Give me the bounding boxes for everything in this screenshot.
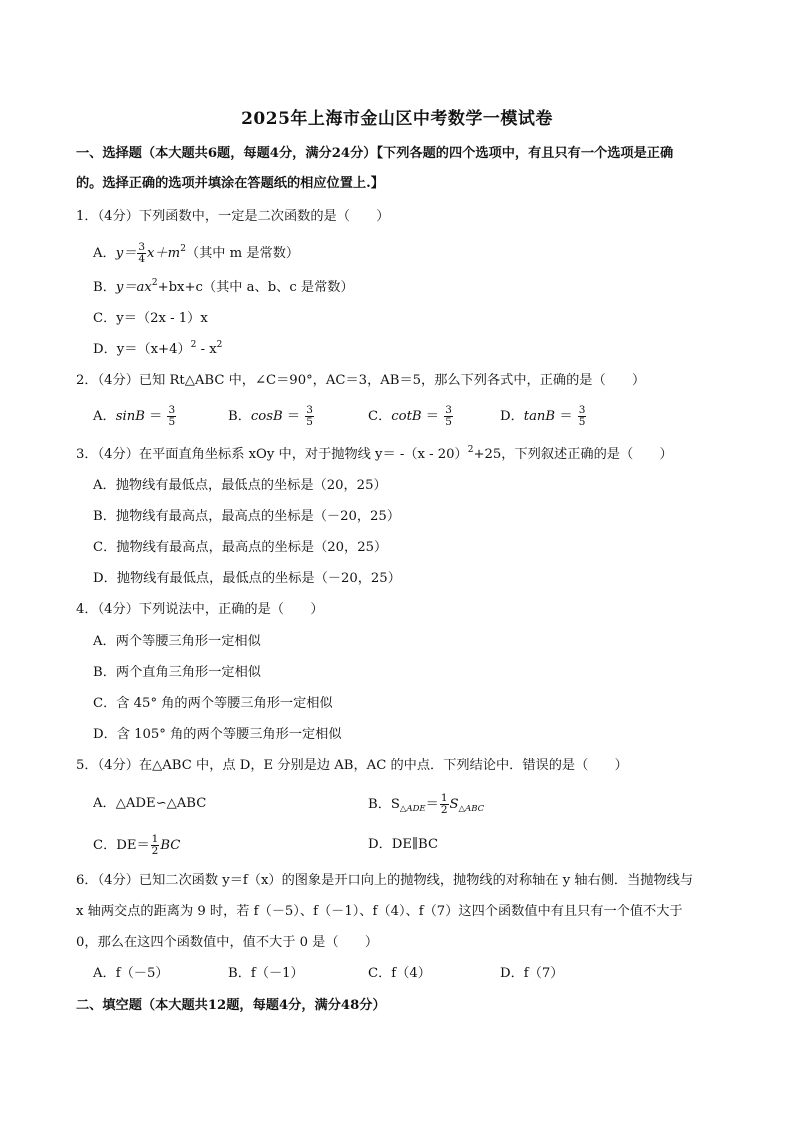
q5-c-den: 2: [151, 845, 159, 857]
q3-stem-sup: 2: [467, 445, 474, 455]
q1-a-math: y＝: [115, 246, 137, 261]
q2-a-fraction: [167, 405, 176, 428]
q2-b-fraction: [305, 405, 314, 428]
q1-option-a[interactable]: [93, 242, 299, 265]
q3-stem-a: 3．（4分）在平面直角坐标系 xOy 中，对于抛物线 y＝ -（x - 20）: [76, 447, 468, 462]
q6-option-c[interactable]: C．f（4）: [368, 966, 431, 981]
q2-d-den: 5: [578, 416, 586, 428]
q5-b-sub1: △ADE: [399, 804, 426, 814]
q1-a-fraction: [137, 242, 146, 265]
q2-a-prefix: A．: [93, 409, 116, 424]
q2-c-fraction: [444, 405, 453, 428]
q1-a-note: （其中 m 是常数）: [185, 246, 300, 261]
page-title: 2025年上海市金山区中考数学一模试卷: [241, 109, 553, 129]
q5-b-prefix: B．S: [368, 797, 400, 812]
q6-option-a[interactable]: A．f（－5）: [93, 966, 169, 981]
q5-b-fraction: [440, 793, 449, 816]
q3-option-c[interactable]: C．抛物线有最高点，最高点的坐标是（20，25）: [93, 540, 388, 555]
q2-d-prefix: D．: [500, 409, 524, 424]
q2-c-prefix: C．: [368, 409, 392, 424]
q6-stem-line1: 6．（4分）已知二次函数 y＝f（x）的图象是开口向上的抛物线，抛物线的对称轴在 y 轴右侧．当抛物线与: [76, 873, 694, 888]
q5-b-eq: ＝: [425, 797, 439, 812]
q6-option-d[interactable]: D．f（7）: [500, 966, 564, 981]
q1-a-sup: 2: [180, 244, 186, 254]
q2-b-prefix: B．: [228, 409, 251, 424]
q2-option-a[interactable]: A．sinB ＝ $\frac{3}{5}$: [93, 404, 176, 428]
q1-b-prefix: B．: [93, 280, 116, 295]
q2-option-c[interactable]: C．cotB ＝ $\frac{3}{5}$: [368, 404, 452, 428]
q1-a-num: 3: [138, 241, 146, 253]
q5-b-sub2: △ABC: [458, 804, 485, 814]
q2-b-fn: cosB: [250, 409, 283, 424]
q2-c-fn: cotB: [391, 409, 422, 424]
q6-stem-line3: 0，那么在这四个函数值中，值不大于 0 是（ ）: [76, 935, 379, 950]
q4-option-a[interactable]: A．两个等腰三角形一定相似: [93, 634, 261, 649]
q3-option-d[interactable]: D．抛物线有最低点，最低点的坐标是（－20，25）: [93, 571, 401, 586]
q5-b-den: 2: [440, 804, 448, 816]
q5-b-s: S: [449, 797, 459, 812]
q4-option-d[interactable]: D．含 105° 角的两个等腰三角形一定相似: [93, 727, 342, 742]
q1-a-den: 4: [138, 253, 146, 265]
q2-c-num: 3: [445, 404, 452, 416]
q1-d-mid: - x: [196, 342, 217, 357]
q1-option-c[interactable]: C．y＝（2x - 1）x: [93, 311, 208, 326]
section1-header: [76, 139, 726, 199]
q5-c-fraction: [151, 834, 160, 857]
q6-option-b[interactable]: B．f（－1）: [228, 966, 304, 981]
q1-a-rest: x＋m: [147, 246, 181, 261]
q2-a-den: 5: [168, 416, 176, 428]
section2-header: 二、填空题（本大题共12题，每题4分，满分48分）: [76, 998, 386, 1013]
q2-a-fn: sinB: [115, 409, 145, 424]
q1-b-math: y＝ax: [115, 280, 152, 295]
q5-option-b[interactable]: [368, 793, 484, 816]
q1-d-sup1: 2: [190, 340, 197, 350]
q1-d-sup2: 2: [216, 340, 223, 350]
q5-option-d[interactable]: D．DE∥BC: [368, 837, 439, 852]
q1-b-rest: +bx+c（其中 a、b、c 是常数）: [157, 280, 354, 295]
section1-header-line2: 的。选择正确的选项并填涂在答题纸的相应位置上.】: [76, 176, 384, 191]
q2-d-num: 3: [578, 404, 586, 416]
q3-stem-b: +25，下列叙述正确的是（ ）: [473, 447, 673, 462]
q5-stem: 5．（4分）在△ABC 中，点 D，E 分别是边 AB，AC 的中点．下列结论中．错误的是（ ）: [76, 758, 628, 773]
q3-option-b[interactable]: B．抛物线有最高点，最高点的坐标是（－20，25）: [93, 509, 401, 524]
q1-option-d[interactable]: [93, 341, 222, 359]
q2-a-num: 3: [168, 404, 176, 416]
section1-header-line1: 一、选择题（本大题共6题，每题4分，满分24分）【下列各题的四个选项中，有且只有一个选项是正确: [76, 146, 674, 161]
q4-option-c[interactable]: C．含 45° 角的两个等腰三角形一定相似: [93, 696, 333, 711]
q1-b-sup: 2: [151, 278, 158, 288]
q2-b-num: 3: [306, 404, 313, 416]
q5-c-num: 1: [151, 833, 159, 845]
q3-stem: [76, 446, 673, 464]
q2-stem: 2．（4分）已知 Rt△ABC 中，∠C＝90°，AC＝3，AB＝5，那么下列各式中，正确的是（ ）: [76, 373, 646, 388]
q1-option-b[interactable]: [93, 279, 354, 297]
q2-c-den: 5: [445, 416, 452, 428]
q2-option-d[interactable]: D．tanB ＝ $\frac{3}{5}$: [500, 404, 586, 428]
q5-b-num: 1: [440, 792, 448, 804]
q2-b-den: 5: [306, 416, 313, 428]
q4-option-b[interactable]: B．两个直角三角形一定相似: [93, 665, 261, 680]
q5-c-rest: BC: [160, 838, 181, 853]
q5-c-prefix: C．DE＝: [93, 838, 150, 853]
q4-stem: 4．（4分）下列说法中，正确的是（ ）: [76, 602, 324, 617]
q2-option-b[interactable]: B．cosB ＝ $\frac{3}{5}$: [228, 404, 313, 428]
q2-d-fraction: [578, 405, 587, 428]
q5-option-c[interactable]: [93, 834, 180, 857]
q3-option-a[interactable]: A．抛物线有最低点，最低点的坐标是（20，25）: [93, 478, 387, 493]
q5-option-a[interactable]: A．△ADE∽△ABC: [93, 796, 207, 811]
q6-stem-line2: x 轴两交点的距离为 9 时，若 f（－5）、f（－1）、f（4）、f（7）这四个函数值中有且只有一个值不大于: [76, 904, 683, 919]
q1-d-prefix: D．y＝（x+4）: [93, 342, 191, 357]
q1-stem: 1．（4分）下列函数中，一定是二次函数的是（ ）: [76, 209, 390, 224]
q2-d-fn: tanB: [523, 409, 556, 424]
q1-a-prefix: A．: [93, 246, 116, 261]
